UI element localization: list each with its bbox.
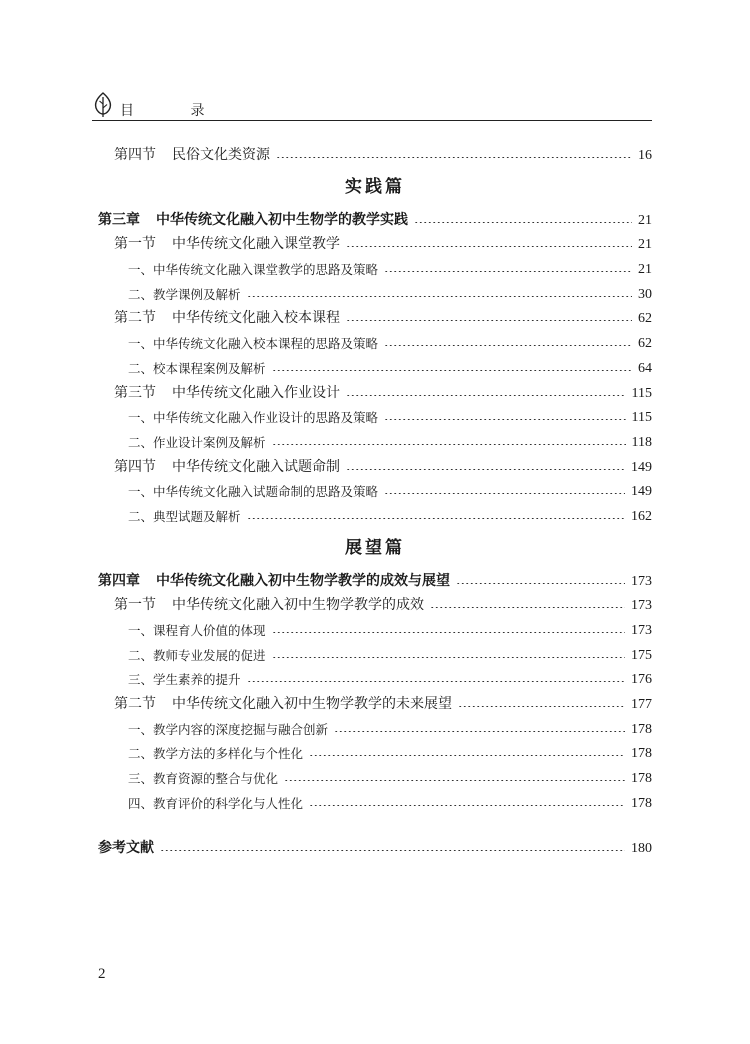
toc-item[interactable] xyxy=(98,327,652,352)
entry-page: 115 xyxy=(631,410,652,426)
entry-page: 178 xyxy=(631,746,652,762)
entry-page: 176 xyxy=(631,672,652,688)
entry-page: 21 xyxy=(638,262,652,278)
leader-dots xyxy=(272,632,625,633)
header-title: 目 录 xyxy=(120,103,231,119)
entry-number: 第二节 xyxy=(114,310,156,327)
entry-title: 二、校本课程案例及解析 xyxy=(128,360,266,376)
leaf-icon xyxy=(92,92,114,118)
entry-number: 第一节 xyxy=(114,597,156,614)
entry-title: 一、课程育人价值的体现 xyxy=(128,623,266,638)
leader-dots xyxy=(346,469,625,470)
entry-number: 第三章 xyxy=(98,211,140,228)
leader-dots xyxy=(346,246,632,247)
entry-page: 177 xyxy=(631,697,652,713)
leader-dots xyxy=(272,657,625,658)
leader-dots xyxy=(384,493,625,494)
leader-dots xyxy=(414,222,632,223)
entry-page: 149 xyxy=(631,484,652,500)
leader-dots xyxy=(456,583,625,584)
toc-item[interactable] xyxy=(98,253,652,278)
entry-number: 第四章 xyxy=(98,572,140,589)
entry-page: 30 xyxy=(638,286,652,302)
toc-body xyxy=(98,164,652,812)
entry-title: 二、教学方法的多样化与个性化 xyxy=(128,746,304,762)
page-number: 2 xyxy=(98,966,106,982)
entry-title: 中华传统文化融入初中生物学教学的成效与展望 xyxy=(156,572,450,589)
leader-dots xyxy=(384,271,632,272)
toc-item[interactable] xyxy=(98,762,652,787)
entry-page: 173 xyxy=(631,598,652,614)
entry-page: 21 xyxy=(638,237,652,253)
toc-item[interactable] xyxy=(98,278,652,303)
entry-page: 115 xyxy=(631,385,652,401)
toc-section[interactable] xyxy=(98,303,652,328)
entry-number: 第四节 xyxy=(114,458,156,475)
references-page: 180 xyxy=(631,840,652,856)
table-of-contents xyxy=(98,136,652,857)
toc-item[interactable] xyxy=(98,787,652,812)
toc-item[interactable] xyxy=(98,352,652,377)
entry-title: 一、教学内容的深度挖掘与融合创新 xyxy=(128,721,329,737)
entry-title: 一、中华传统文化融入课堂教学的思路及策略 xyxy=(128,262,379,278)
entry-page: 16 xyxy=(638,148,652,163)
entry-title: 三、教育资源的整合与优化 xyxy=(128,771,279,787)
entry-title: 中华传统文化融入初中生物学教学的未来展望 xyxy=(172,696,452,713)
leader-dots xyxy=(272,370,632,371)
leader-dots xyxy=(247,681,625,682)
entry-title: 中华传统文化融入校本课程 xyxy=(172,310,340,327)
entry-page: 175 xyxy=(631,647,652,663)
entry-page: 173 xyxy=(631,573,652,589)
leader-dots xyxy=(247,296,632,297)
leader-dots xyxy=(309,755,625,756)
entry-number: 第一节 xyxy=(114,236,156,253)
toc-item[interactable] xyxy=(98,402,652,427)
entry-page: 178 xyxy=(631,795,652,811)
entry-title: 中华传统文化融入作业设计 xyxy=(172,384,340,401)
entry-title: 四、教育评价的科学化与人性化 xyxy=(128,795,304,811)
entry-title: 二、教师专业发展的促进 xyxy=(128,647,266,663)
leader-dots xyxy=(272,444,626,445)
toc-item[interactable] xyxy=(98,500,652,525)
leader-dots xyxy=(384,345,632,346)
toc-chapter[interactable] xyxy=(98,565,652,590)
entry-title: 一、中华传统文化融入试题命制的思路及策略 xyxy=(128,484,379,500)
toc-section[interactable] xyxy=(98,229,652,254)
leader-dots xyxy=(346,395,626,396)
leader-dots xyxy=(346,320,632,321)
leader-dots xyxy=(276,157,632,158)
entry-number: 第四节 xyxy=(114,147,156,163)
leader-dots xyxy=(430,607,625,608)
toc-section[interactable] xyxy=(98,451,652,476)
toc-item[interactable] xyxy=(98,476,652,501)
entry-page: 178 xyxy=(631,771,652,787)
part-heading: 实践篇 xyxy=(345,177,405,197)
entry-title: 二、作业设计案例及解析 xyxy=(128,434,266,450)
header-rule xyxy=(92,120,652,121)
toc-item[interactable] xyxy=(98,738,652,763)
leader-dots xyxy=(309,805,625,806)
entry-page: 21 xyxy=(638,212,652,228)
entry-title: 中华传统文化融入试题命制 xyxy=(172,458,340,475)
leader-dots xyxy=(384,419,626,420)
part-heading: 展望篇 xyxy=(345,537,405,558)
leader-dots xyxy=(247,518,625,519)
leader-dots xyxy=(458,706,625,707)
entry-page: 178 xyxy=(631,721,652,737)
entry-page: 64 xyxy=(638,360,652,376)
toc-item[interactable] xyxy=(98,639,652,664)
entry-page: 149 xyxy=(631,459,652,475)
toc-item[interactable] xyxy=(98,614,652,639)
entry-title: 二、典型试题及解析 xyxy=(128,508,241,524)
toc-section[interactable] xyxy=(98,688,652,713)
toc-section[interactable] xyxy=(98,377,652,402)
toc-section[interactable] xyxy=(98,590,652,615)
leader-dots xyxy=(284,780,625,781)
entry-number: 第二节 xyxy=(114,696,156,713)
leader-dots xyxy=(334,731,625,732)
entry-page: 62 xyxy=(638,311,652,327)
toc-item[interactable] xyxy=(98,713,652,738)
running-header xyxy=(92,92,652,126)
entry-title: 一、中华传统文化融入作业设计的思路及策略 xyxy=(128,410,379,426)
toc-chapter[interactable] xyxy=(98,204,652,229)
entry-page: 162 xyxy=(631,508,652,524)
entry-page: 173 xyxy=(631,623,652,638)
entry-title: 一、中华传统文化融入校本课程的思路及策略 xyxy=(128,336,379,352)
entry-number: 第三节 xyxy=(114,384,156,401)
entry-title: 中华传统文化融入课堂教学 xyxy=(172,236,340,253)
toc-entry-top[interactable] xyxy=(98,136,652,164)
entry-title: 中华传统文化融入初中生物学教学的成效 xyxy=(172,597,424,614)
entry-title: 民俗文化类资源 xyxy=(172,147,270,163)
toc-item[interactable] xyxy=(98,664,652,689)
toc-item[interactable] xyxy=(98,426,652,451)
toc-entry-references[interactable] xyxy=(98,832,652,857)
entry-title: 中华传统文化融入初中生物学的教学实践 xyxy=(156,211,408,228)
leader-dots xyxy=(160,850,625,851)
entry-page: 118 xyxy=(631,434,652,450)
entry-title: 二、教学课例及解析 xyxy=(128,286,241,302)
references-title: 参考文献 xyxy=(98,839,154,856)
entry-title: 三、学生素养的提升 xyxy=(128,672,241,688)
entry-page: 62 xyxy=(638,336,652,352)
